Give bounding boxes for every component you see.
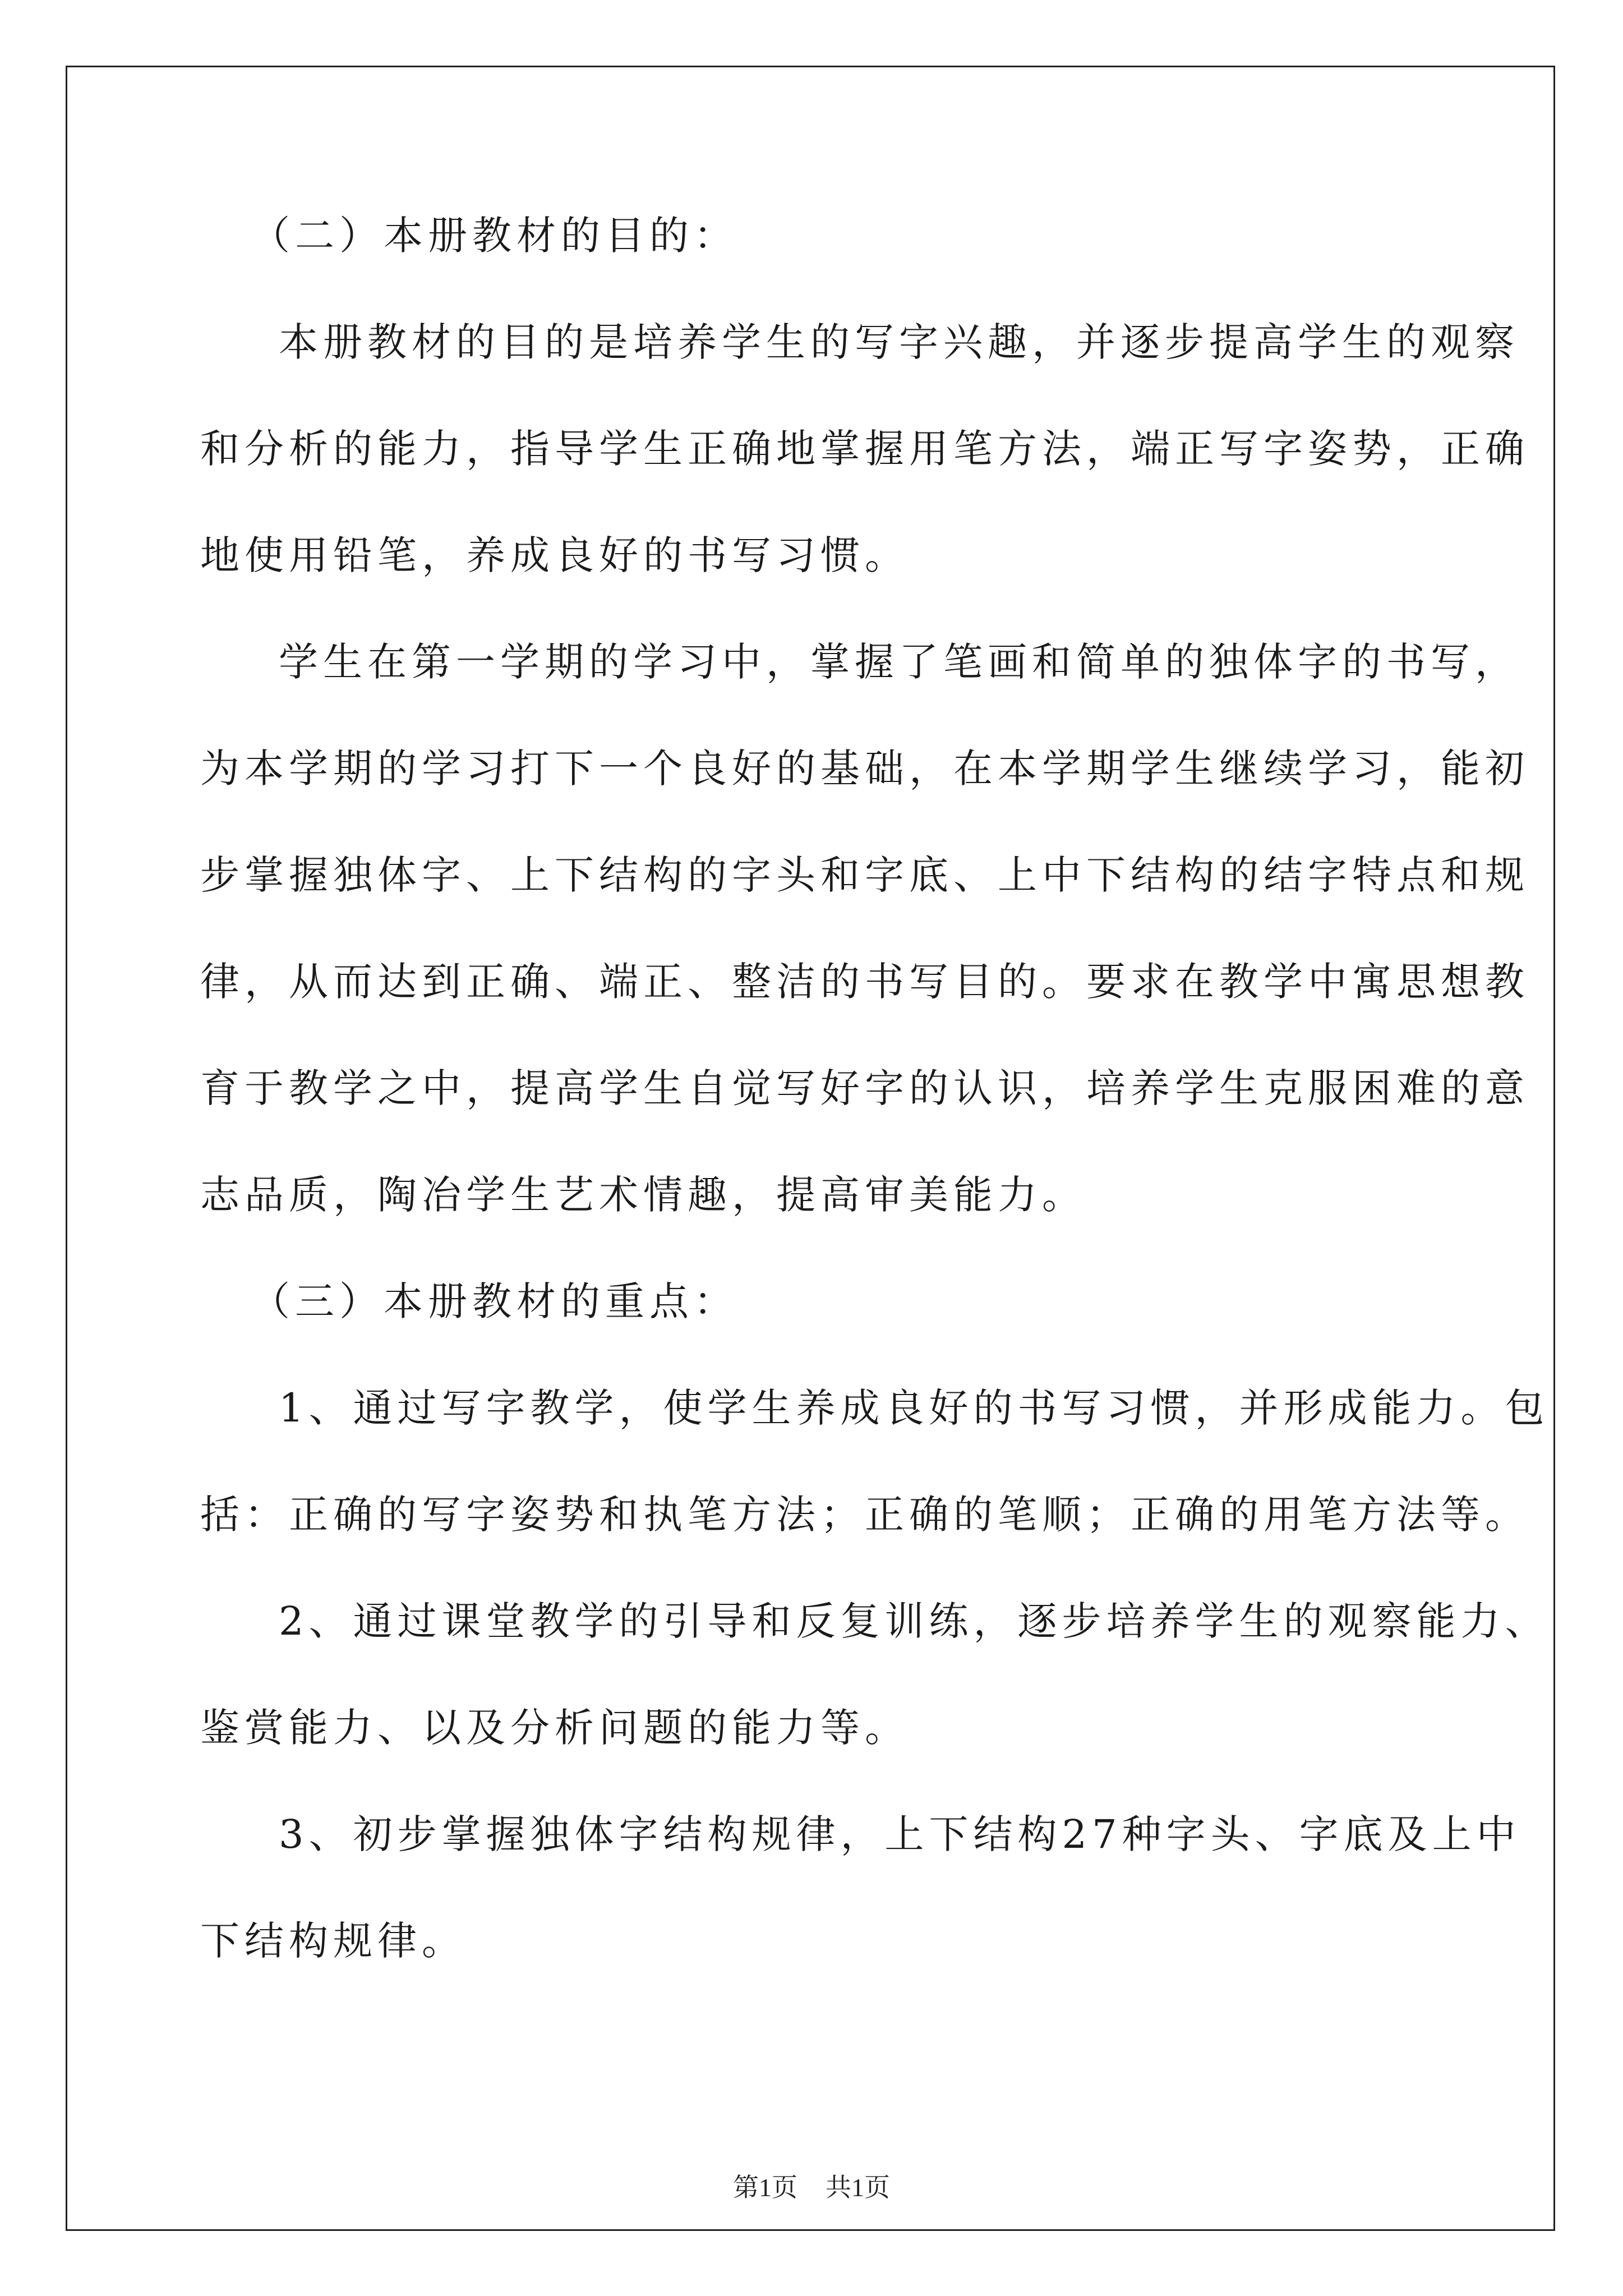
page-footer — [0, 2171, 1623, 2205]
paragraph-line: 律，从而达到正确、端正、整洁的书写目的。要求在教学中寓思想教 — [200, 959, 1529, 1005]
paragraph-line: 志品质，陶冶学生艺术情趣，提高审美能力。 — [200, 1172, 1086, 1218]
document-body — [200, 209, 1550, 1968]
page-number-current: 第1页 — [733, 2173, 797, 2202]
paragraph-line: 本册教材的目的是培养学生的写字兴趣，并逐步提高学生的观察 — [279, 319, 1519, 365]
list-item-line: 括：正确的写字姿势和执笔方法；正确的笔顺；正确的用笔方法等。 — [200, 1492, 1529, 1538]
list-item-line: 2、通过课堂教学的引导和反复训练，逐步培养学生的观察能力、 — [279, 1598, 1550, 1644]
paragraph-line: 学生在第一学期的学习中，掌握了笔画和简单的独体字的书写， — [279, 639, 1519, 685]
section-heading-objectives: （二）本册教材的目的： — [251, 213, 738, 259]
list-item-line: 1、通过写字教学，使学生养成良好的书写习惯，并形成能力。包 — [279, 1385, 1550, 1431]
page-number-total: 共1页 — [826, 2173, 890, 2202]
section-heading-key-points: （三）本册教材的重点： — [251, 1278, 738, 1324]
list-item-line: 3、初步掌握独体字结构规律，上下结构27种字头、字底及上中 — [279, 1811, 1521, 1857]
paragraph-line: 为本学期的学习打下一个良好的基础，在本学期学生继续学习，能初 — [200, 746, 1529, 792]
paragraph-line: 步掌握独体字、上下结构的字头和字底、上中下结构的结字特点和规 — [200, 852, 1529, 898]
list-item-line: 鉴赏能力、以及分析问题的能力等。 — [200, 1705, 909, 1751]
paragraph-line: 育于教学之中，提高学生自觉写好字的认识，培养学生克服困难的意 — [200, 1065, 1529, 1111]
paragraph-line: 和分析的能力，指导学生正确地掌握用笔方法，端正写字姿势，正确 — [200, 426, 1529, 472]
paragraph-line: 地使用铅笔，养成良好的书写习惯。 — [200, 532, 909, 578]
list-item-line: 下结构规律。 — [200, 1918, 466, 1964]
